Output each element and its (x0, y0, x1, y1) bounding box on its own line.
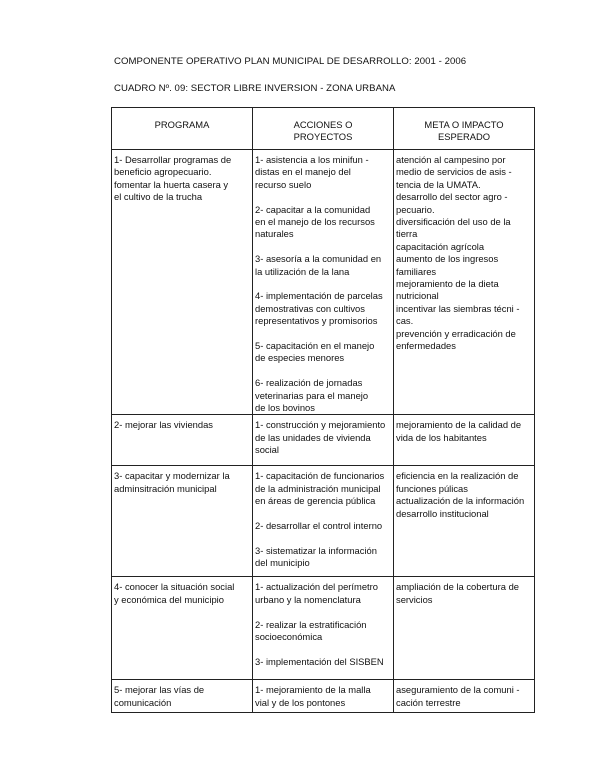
meta-line: enfermedades (396, 340, 456, 352)
meta-cell (394, 680, 535, 713)
accion-line: 5- capacitación en el manejo (255, 340, 375, 352)
programa-line: el cultivo de la trucha (114, 191, 203, 203)
accion-line: 3- asesoría a la comunidad en (255, 253, 382, 265)
acciones-cell (253, 150, 394, 415)
accion-line: veterinarias para el manejo (255, 389, 369, 401)
meta-cell (394, 415, 535, 466)
accion-line: de la administración municipal (255, 482, 381, 494)
accion-line: en el manejo de los recursos (255, 216, 375, 228)
meta-line: aumento de los ingresos (396, 253, 499, 265)
accion-line: 1- asistencia a los minifun - (255, 154, 369, 165)
header-meta-line: META O IMPACTO (424, 119, 504, 130)
programa-line: comunicación (114, 696, 172, 708)
programa-line: 3- capacitar y modernizar la (114, 470, 230, 482)
accion-line: social (255, 444, 279, 456)
accion-line: 1- capacitación de funcionarios (255, 470, 385, 482)
table-row (112, 466, 535, 577)
programa-line: 1- Desarrollar programas de (114, 154, 232, 165)
meta-line: actualización de la información (396, 495, 525, 507)
programa-cell (112, 150, 253, 415)
programa-cell (112, 680, 253, 713)
accion-line: recurso suelo (255, 178, 312, 190)
acciones-cell (253, 415, 394, 466)
accion-line: socioeconómica (255, 631, 323, 643)
accion-line: 6- realización de jornadas (255, 377, 363, 389)
meta-line: mejoramiento de la dieta (396, 278, 499, 290)
meta-line: cas. (396, 315, 414, 327)
header-programa-line: PROGRAMA (154, 119, 210, 130)
accion-line: 3- implementación del SISBEN (255, 655, 384, 667)
meta-line: capacitación agrícola (396, 240, 485, 252)
accion-line: urbano y la nomenclatura (255, 593, 361, 605)
document-title: COMPONENTE OPERATIVO PLAN MUNICIPAL DE DESARROLLO: 2001 - 2006 (114, 56, 467, 67)
programa-line: beneficio agropecuario. (114, 166, 212, 178)
cuadro-table (111, 107, 535, 713)
meta-line: familiares (396, 265, 437, 277)
meta-line: desarrollo del sector agro - (396, 191, 508, 203)
header-programa (112, 108, 253, 150)
programa-line: fomentar la huerta casera y (114, 178, 229, 190)
table-row (112, 415, 535, 466)
accion-line: 2- desarrollar el control interno (255, 520, 383, 532)
programa-cell (112, 466, 253, 577)
header-meta-line: ESPERADO (437, 131, 491, 143)
programa-line: 5- mejorar las vías de (114, 684, 205, 696)
meta-line: ampliación de la cobertura de (396, 581, 519, 593)
accion-line: vial y de los pontones (255, 696, 346, 708)
meta-line: tencia de la UMATA. (396, 178, 481, 190)
header-acciones (253, 108, 394, 150)
header-acciones-line: PROYECTOS (293, 131, 353, 143)
accion-line: 1- mejoramiento de la malla (255, 684, 371, 696)
accion-line: 2- capacitar a la comunidad (255, 203, 371, 215)
accion-line: la utilización de la lana (255, 265, 350, 277)
meta-line: funciones púlicas (396, 482, 468, 494)
meta-line: vida de los habitantes (396, 431, 487, 443)
meta-line: desarrollo institucional (396, 507, 489, 519)
meta-line: incentivar las siembras técni - (396, 302, 520, 314)
accion-line: representativos y promisorios (255, 315, 378, 327)
programa-line: 2- mejorar las viviendas (114, 419, 213, 431)
table-caption: CUADRO Nº. 09: SECTOR LIBRE INVERSION - ZONA URBANA (114, 83, 396, 94)
meta-line: cación terrestre (396, 696, 461, 708)
programa-line: y económica del municipio (114, 593, 224, 605)
accion-line: 4- implementación de parcelas (255, 290, 383, 302)
accion-line: 1- actualización del perímetro (255, 581, 378, 593)
accion-line: 3- sistematizar la información (255, 544, 377, 556)
accion-line: distas en el manejo del (255, 166, 351, 178)
meta-line: medio de servicios de asis - (396, 166, 512, 178)
accion-line: 2- realizar la estratificación (255, 618, 367, 630)
programa-line: 4- conocer la situación social (114, 581, 235, 593)
table-row (112, 680, 535, 713)
header-meta (394, 108, 535, 150)
accion-line: del municipio (255, 557, 310, 569)
meta-cell (394, 466, 535, 577)
meta-line: eficiencia en la realización de (396, 470, 519, 482)
programa-cell (112, 577, 253, 680)
meta-line: aseguramiento de la comuni - (396, 684, 520, 696)
programa-line: adminsitración municipal (114, 482, 217, 494)
header-row (112, 108, 535, 150)
accion-line: de especies menores (255, 352, 345, 364)
acciones-cell (253, 577, 394, 680)
accion-line: de los bovinos (255, 402, 315, 414)
meta-line: nutricional (396, 290, 439, 302)
meta-cell (394, 150, 535, 415)
accion-line: de las unidades de vivienda (255, 431, 371, 443)
meta-line: diversificación del uso de la (396, 216, 511, 228)
header-acciones-line: ACCIONES O (293, 119, 353, 130)
acciones-cell (253, 680, 394, 713)
accion-line: naturales (255, 228, 294, 240)
table-row (112, 577, 535, 680)
acciones-cell (253, 466, 394, 577)
meta-line: prevención y erradicación de (396, 327, 516, 339)
accion-line: demostrativas con cultivos (255, 302, 365, 314)
programa-cell (112, 415, 253, 466)
meta-cell (394, 577, 535, 680)
meta-line: pecuario. (396, 203, 435, 215)
meta-line: atención al campesino por (396, 154, 506, 165)
meta-line: servicios (396, 593, 433, 605)
meta-line: mejoramiento de la calidad de (396, 419, 522, 431)
table-row (112, 150, 535, 415)
meta-line: tierra (396, 228, 418, 240)
accion-line: en áreas de gerencia pública (255, 495, 376, 507)
accion-line: 1- construcción y mejoramiento (255, 419, 386, 431)
